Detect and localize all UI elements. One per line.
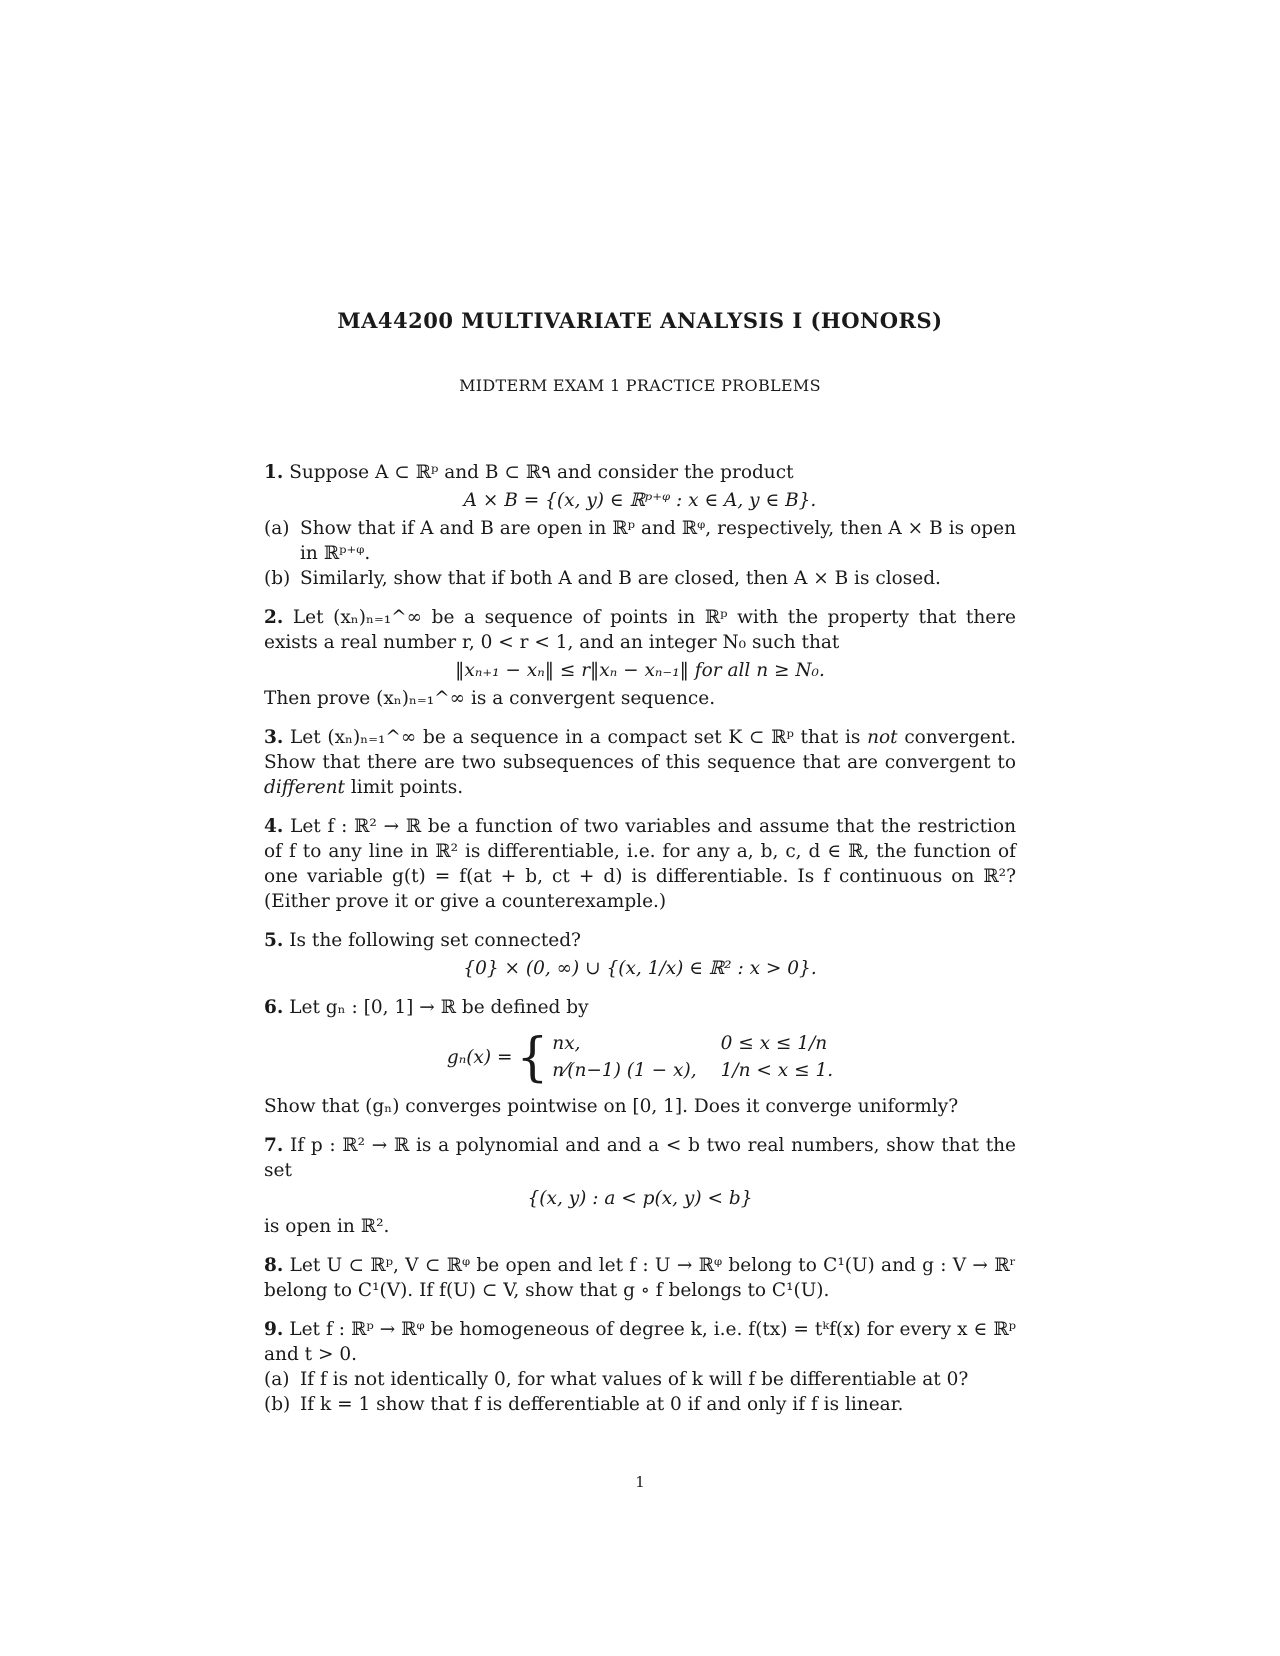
- problem-part-a: [264, 516, 1016, 566]
- problem-text: convergent. Show that there are two subsequences of this sequence that are convergent to: [264, 727, 1016, 773]
- part-text: Similarly, show that if both A and B are closed, then A × B is closed.: [300, 568, 941, 589]
- problem-part-b: [264, 566, 1016, 591]
- problem-text: If p : ℝ² → ℝ is a polynomial and and a < b two real numbers, show that the set: [264, 1135, 1016, 1181]
- problem-text: limit points.: [350, 777, 464, 798]
- problem-number: 9.: [264, 1319, 284, 1340]
- problem-text: Let gₙ : [0, 1] → ℝ be defined by: [289, 997, 589, 1018]
- problem-list: [264, 460, 1016, 1431]
- problem-7: [264, 1133, 1016, 1239]
- left-brace: {: [516, 1026, 549, 1088]
- case-expression: nx,: [552, 1033, 581, 1054]
- problem-text: Let (xₙ)ₙ₌₁^∞ be a sequence in a compact set K ⊂ ℝᵖ that is: [290, 727, 861, 748]
- piecewise-definition: [264, 1023, 1016, 1091]
- problem-conclusion: is open in ℝ².: [264, 1216, 390, 1237]
- problem-part-a: [264, 1367, 1016, 1392]
- emphasis: not: [867, 727, 898, 748]
- problem-text: Is the following set connected?: [289, 930, 581, 951]
- problem-number: 4.: [264, 816, 284, 837]
- part-text: If f is not identically 0, for what values of k will f be differentiable at 0?: [300, 1369, 969, 1390]
- piecewise-lhs: gₙ(x) =: [446, 1046, 513, 1068]
- problem-3: [264, 725, 1016, 800]
- exam-subtitle: MIDTERM EXAM 1 PRACTICE PROBLEMS: [459, 376, 821, 395]
- problem-number: 5.: [264, 930, 284, 951]
- case-expression: n⁄(n−1) (1 − x),: [552, 1060, 697, 1081]
- display-equation: {(x, y) : a < p(x, y) < b}: [527, 1188, 753, 1209]
- part-label: (b): [264, 568, 291, 589]
- problem-text: Let f : ℝᵖ → ℝᵠ be homogeneous of degree k, i.e. f(tx) = tᵏf(x) for every x ∈ ℝᵖ and t > 0.: [264, 1319, 1016, 1365]
- problem-text: Suppose A ⊂ ℝᵖ and B ⊂ ℝ۹ and consider the product: [289, 462, 794, 483]
- part-label: (b): [264, 1394, 291, 1415]
- problem-number: 3.: [264, 727, 284, 748]
- problem-9: [264, 1317, 1016, 1417]
- page-number: 1: [635, 1473, 645, 1491]
- display-equation: ‖xₙ₊₁ − xₙ‖ ≤ r‖xₙ − xₙ₋₁‖ for all n ≥ N₀.: [455, 660, 825, 681]
- part-text: If k = 1 show that f is defferentiable at 0 if and only if f is linear.: [300, 1394, 904, 1415]
- problem-number: 7.: [264, 1135, 284, 1156]
- problem-conclusion: Then prove (xₙ)ₙ₌₁^∞ is a convergent sequence.: [264, 688, 716, 709]
- problem-8: [264, 1253, 1016, 1303]
- problem-conclusion: Show that (gₙ) converges pointwise on [0, 1]. Does it converge uniformly?: [264, 1096, 959, 1117]
- problem-4: [264, 814, 1016, 914]
- display-equation: A × B = {(x, y) ∈ ℝᵖ⁺ᵠ : x ∈ A, y ∈ B}.: [463, 490, 817, 511]
- course-title: MA44200 MULTIVARIATE ANALYSIS I (HONORS): [337, 308, 943, 333]
- problem-text: Let (xₙ)ₙ₌₁^∞ be a sequence of points in ℝᵖ with the property that there exists a real number r, 0 < r < 1, and an integer N₀ such that: [264, 607, 1016, 653]
- case-condition: 0 ≤ x ≤ 1/n: [720, 1033, 828, 1054]
- problem-2: [264, 605, 1016, 711]
- problem-text: Let f : ℝ² → ℝ be a function of two variables and assume that the restriction of f to any line in ℝ² is differentiable, i.e. for any a, b, c, d ∈ ℝ, the function of one variable g(t) = f(at + b, ct + d) is differentiable. Is f continuous on ℝ²? (Either prove it or give a counterexample.): [264, 816, 1016, 912]
- problem-number: 2.: [264, 607, 284, 628]
- problem-6: [264, 995, 1016, 1119]
- problem-1: [264, 460, 1016, 591]
- problem-5: [264, 928, 1016, 981]
- problem-part-b: [264, 1392, 1016, 1417]
- problem-number: 8.: [264, 1255, 284, 1276]
- problem-number: 6.: [264, 997, 284, 1018]
- emphasis: different: [264, 777, 345, 798]
- problem-number: 1.: [264, 462, 284, 483]
- cases-grid: [552, 1031, 833, 1083]
- part-text: Show that if A and B are open in ℝᵖ and ℝᵠ, respectively, then A × B is open in ℝᵖ⁺ᵠ.: [300, 518, 1016, 564]
- part-label: (a): [264, 1369, 290, 1390]
- case-condition: 1/n < x ≤ 1.: [720, 1060, 834, 1081]
- problem-text: Let U ⊂ ℝᵖ, V ⊂ ℝᵠ be open and let f : U → ℝᵠ belong to C¹(U) and g : V → ℝʳ belong to C¹(V). If f(U) ⊂ V, show that g ∘ f belongs to C¹(U).: [264, 1255, 1016, 1301]
- part-label: (a): [264, 518, 290, 539]
- display-equation: {0} × (0, ∞) ∪ {(x, 1/x) ∈ ℝ² : x > 0}.: [463, 958, 817, 979]
